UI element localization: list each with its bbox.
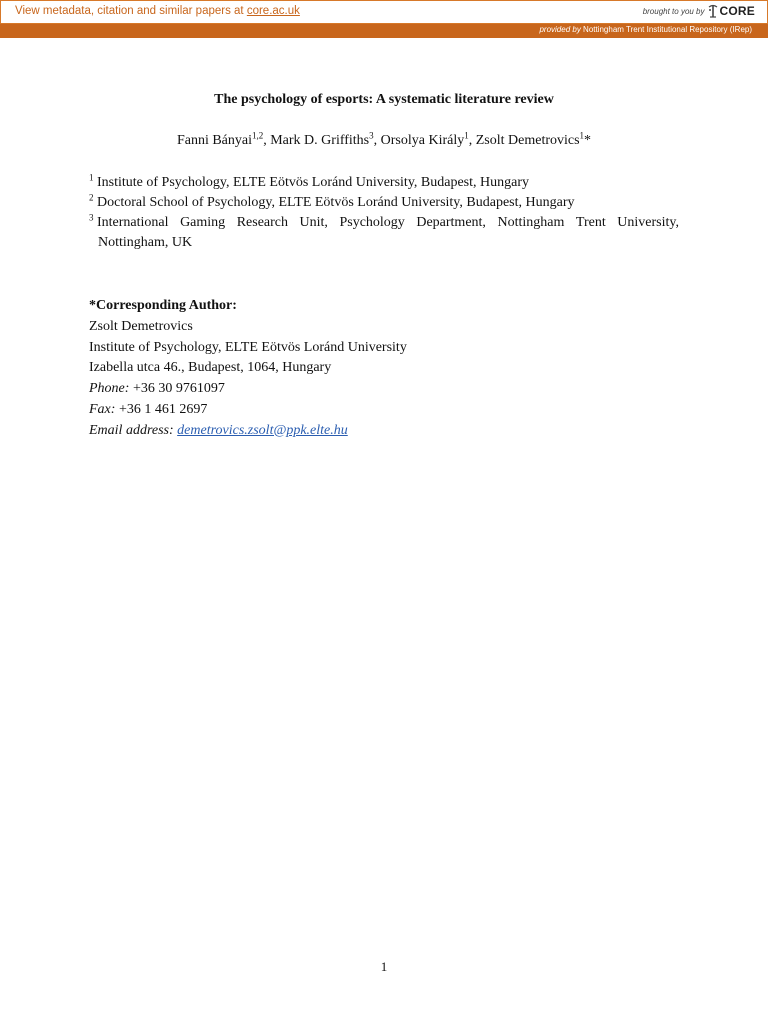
email-link[interactable]: demetrovics.zsolt@ppk.elte.hu [177, 422, 348, 438]
author-affiliation-marker: 1,2 [251, 130, 264, 141]
author-name: Zsolt Demetrovics [475, 133, 580, 148]
affiliation-word: Gaming [180, 215, 226, 230]
affiliation-word: Department, [416, 215, 486, 230]
author-name: Mark D. Griffiths [270, 133, 370, 148]
email-label: Email address: [89, 422, 174, 438]
affiliation-text: Institute of Psychology, ELTE Eötvös Loránd University, Budapest, Hungary [97, 175, 529, 190]
page-number: 1 [380, 959, 388, 974]
affiliation-word: Nottingham [497, 215, 565, 230]
corresponding-author-marker: * [584, 133, 592, 148]
corresponding-author-name: Zsolt Demetrovics [89, 318, 193, 334]
corresponding-author-institution: Institute of Psychology, ELTE Eötvös Loránd University [89, 339, 407, 355]
author-separator: , [468, 133, 476, 148]
provided-by-prefix: provided by [539, 25, 581, 34]
corresponding-author-block [89, 296, 407, 442]
affiliation-number: 3 [89, 212, 94, 223]
corresponding-author-address: Izabella utca 46., Budapest, 1064, Hungary [89, 360, 332, 376]
affiliation-word: Psychology [339, 215, 405, 230]
affiliation-1 [89, 173, 679, 193]
fax-line [89, 400, 407, 421]
affiliation-line [89, 213, 679, 233]
author-affiliation-marker: 1 [464, 130, 469, 141]
author-list [0, 130, 768, 149]
affiliation-continuation: Nottingham, UK [98, 235, 193, 250]
core-link[interactable]: core.ac.uk [246, 5, 300, 17]
author-name: Fanni Bányai [176, 133, 252, 148]
author-name: Orsolya Király [380, 133, 465, 148]
author-separator: , [373, 133, 381, 148]
author-affiliation-marker: 1 [579, 130, 585, 141]
affiliation-word-text: International [97, 215, 169, 230]
paper-title: The psychology of esports: A systematic literature review [214, 92, 554, 107]
author-separator: , [263, 133, 271, 148]
affiliation-number: 2 [89, 192, 94, 203]
affiliation-word: University, [617, 215, 679, 230]
affiliation-word: Trent [575, 215, 606, 230]
affiliation-text: Doctoral School of Psychology, ELTE Eötvös Loránd University, Budapest, Hungary [97, 195, 575, 210]
fax-number: +36 1 461 2697 [115, 401, 208, 417]
affiliation-word [89, 213, 169, 233]
author-affiliation-marker: 3 [369, 130, 374, 141]
fax-label: Fax: [89, 401, 116, 417]
phone-line [89, 379, 407, 400]
corresponding-author-heading: *Corresponding Author: [89, 298, 237, 313]
metadata-text-label: View metadata, citation and similar papers at [15, 5, 247, 17]
phone-label: Phone: [89, 381, 130, 397]
affiliation-3 [89, 213, 679, 253]
affiliation-number: 1 [89, 172, 94, 183]
affiliation-word: Unit, [299, 215, 328, 230]
affiliation-2 [89, 193, 679, 213]
provided-by-source: Nottingham Trent Institutional Repository (IRep) [580, 25, 752, 34]
phone-number: +36 30 9761097 [129, 381, 225, 397]
email-line [89, 421, 407, 442]
brought-text: brought to you by [642, 6, 705, 16]
core-logo-text: CORE [719, 4, 755, 18]
affiliation-word: Research [236, 215, 289, 230]
